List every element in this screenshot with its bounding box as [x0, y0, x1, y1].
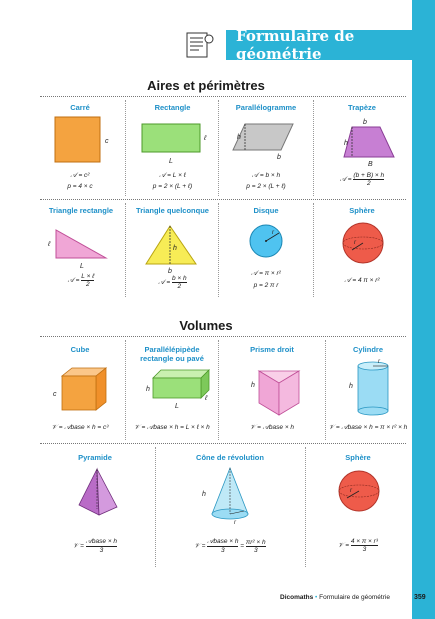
sphere-volume-figure: [338, 470, 384, 516]
formula-prisme: 𝒱 = 𝒜base × h: [249, 424, 295, 431]
divider: [125, 100, 126, 196]
label-L: L: [80, 263, 84, 270]
footer: [280, 594, 390, 601]
title-cone: Cône de révolution: [196, 453, 264, 462]
title-prisme: Prisme droit: [250, 345, 294, 354]
title-cylindre: Cylindre: [352, 345, 383, 354]
formula-cube: 𝒱 = 𝒜base × h = c³: [51, 424, 109, 431]
parallelogramme-figure: [233, 124, 303, 164]
cone-figure: [200, 466, 260, 528]
divider: [325, 340, 326, 440]
divider: [155, 447, 156, 567]
triangle-rectangle-figure: [50, 226, 120, 271]
formula-rectangle-perimetre: p = 2 × (L + ℓ): [152, 183, 193, 190]
label-r: r: [354, 240, 356, 246]
formula-parallelogramme-aire: 𝒜 = b × h: [251, 172, 281, 179]
title-trapeze: Trapèze: [348, 103, 376, 112]
formula-disque-aire: 𝒜 = π × r²: [251, 270, 281, 277]
document-icon: [181, 30, 217, 60]
divider: [40, 96, 406, 97]
label-r: r: [350, 488, 352, 494]
title-carre: Carré: [70, 103, 90, 112]
divider: [218, 100, 219, 196]
divider: [218, 340, 219, 440]
title-disque: Disque: [253, 206, 279, 215]
label-l: ℓ: [204, 135, 207, 142]
label-h: h: [237, 134, 241, 141]
label-r: r: [378, 359, 380, 365]
cylindre-figure: [349, 358, 402, 418]
title-sphere-aire: Sphère: [349, 206, 375, 215]
formula-parallelogramme-perimetre: p = 2 × (L + ℓ): [246, 183, 286, 190]
title-pave: Parallélépipède rectangle ou pavé: [140, 345, 204, 363]
page-title: Formulaire de géométrie: [226, 30, 412, 60]
divider: [313, 100, 314, 196]
formula-cone: 𝒱 = 𝒜base × h 3 = $\frac{\text{πr² × h}}{3}$: [194, 538, 266, 554]
pyramide-figure: [75, 467, 121, 519]
title-pyramide: Pyramide: [78, 453, 112, 462]
formula-pyramide: 𝒱 = 𝒜base × h 3: [72, 538, 118, 554]
label-r: r: [234, 520, 236, 526]
footer-separator: •: [315, 594, 318, 601]
formula-triangle-rectangle: 𝒜 = L × ℓ 2: [67, 273, 95, 288]
label-L: L: [169, 158, 173, 165]
label-h: h: [173, 245, 177, 252]
divider: [40, 443, 406, 444]
sphere-aire-figure: [342, 222, 388, 268]
divider: [313, 203, 314, 297]
label-B: B: [368, 161, 373, 168]
label-L: L: [175, 403, 179, 410]
triangle-quelconque-figure: [142, 224, 212, 274]
prisme-figure: [251, 367, 315, 417]
formula-triangle-quelconque: 𝒜 = $\frac{b \times h}{2}$: [158, 275, 187, 290]
divider: [125, 203, 126, 297]
divider: [40, 336, 406, 337]
formula-cylindre: 𝒱 = 𝒜base × h = π × r² × h: [328, 424, 408, 431]
label-b: b: [363, 119, 367, 126]
divider: [40, 199, 406, 200]
title-parallelogramme: Parallélogramme: [235, 103, 297, 112]
label-h: h: [146, 386, 150, 393]
section-title-aires: Aires et périmètres: [147, 78, 265, 93]
title-cube: Cube: [70, 345, 90, 354]
trapeze-figure: [338, 117, 408, 167]
page-number: 359: [414, 594, 426, 601]
label-h: h: [202, 491, 206, 498]
footer-brand: Dicomaths: [280, 594, 314, 601]
carre-figure: [55, 117, 110, 165]
label-b: b: [277, 154, 281, 161]
label-l: ℓ: [205, 395, 208, 402]
label-c: c: [105, 138, 109, 145]
cube-figure: [53, 366, 116, 416]
divider: [125, 340, 126, 440]
side-color-band: [412, 0, 435, 619]
title-triangle-quelconque: Triangle quelconque: [136, 206, 209, 215]
label-b: b: [168, 268, 172, 275]
formula-disque-perimetre: p = 2 π r: [253, 282, 279, 289]
divider: [305, 447, 306, 567]
rectangle-figure: [142, 124, 212, 164]
label-r: r: [272, 230, 274, 236]
title-triangle-rectangle: Triangle rectangle: [48, 206, 114, 215]
formula-sphere-volume: 𝒱 = $\frac{\text{4 × π × r³}}{3}$: [338, 538, 378, 553]
formula-rectangle-aire: 𝒜 = L × ℓ: [159, 172, 186, 179]
label-h: h: [251, 382, 255, 389]
footer-text: Formulaire de géométrie: [319, 594, 390, 601]
section-title-volumes: Volumes: [179, 318, 233, 333]
formula-carre-perimetre: p = 4 × c: [67, 183, 93, 190]
formula-trapeze: 𝒜 = $\frac{(b + B) \times h}{2}$: [339, 172, 385, 187]
pave-figure: [145, 368, 217, 413]
title-rectangle: Rectangle: [154, 103, 191, 112]
label-l: ℓ: [48, 241, 51, 248]
divider: [218, 203, 219, 297]
label-h: h: [344, 140, 348, 147]
disque-figure: [249, 224, 289, 264]
formula-carre-aire: 𝒜 = c²: [70, 172, 90, 179]
formula-pave: 𝒱 = 𝒜base × h = L × ℓ × h: [134, 424, 210, 431]
label-c: c: [53, 391, 57, 398]
formula-sphere-aire: 𝒜 = 4 π × r²: [344, 277, 380, 284]
title-sphere-volume: Sphère: [345, 453, 371, 462]
label-h: h: [349, 383, 353, 390]
